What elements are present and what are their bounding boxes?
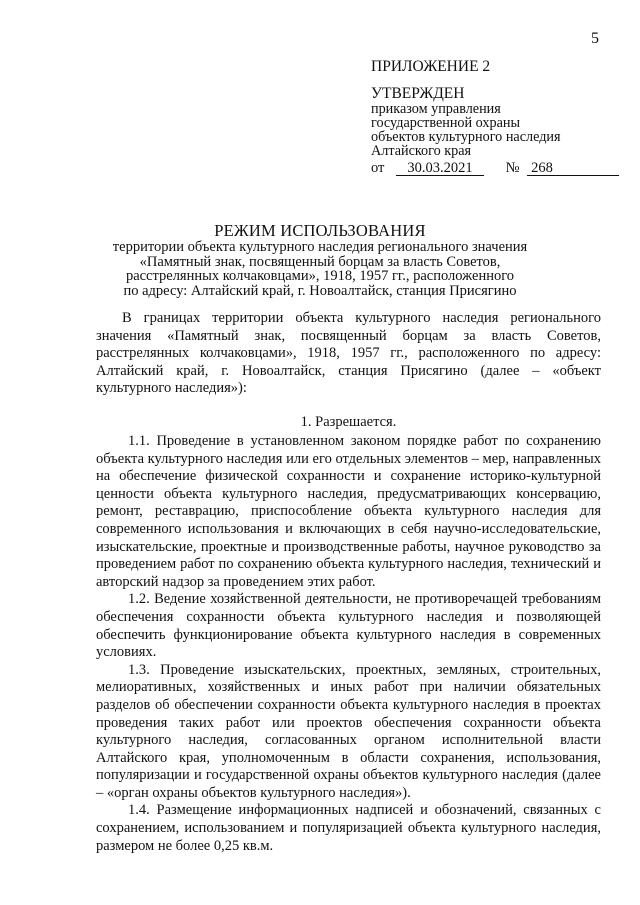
approval-block bbox=[371, 60, 611, 176]
number-sign: № bbox=[505, 160, 520, 176]
section-title: 1. Разрешается. bbox=[300, 414, 397, 430]
approval-line: государственной охраны bbox=[371, 115, 521, 131]
item-paragraph: 1.3. Проведение изыскательских, проектных, земляных, строительных, мелиоративных, хозяйственных и иных работ при наличии обязательных разделов об обеспечении сохранности объекта культурного наследия в проектах проведения таких работ или проектов обеспечения сохранности объекта культурного наследия, согласованных органом исполнительной власти Алтайского края, уполномоченным в области сохранения, использования, популяризации и государственной охраны объектов культурного наследия (далее – «орган охраны объектов культурного наследия»). bbox=[96, 661, 601, 801]
item-paragraph: 1.2. Ведение хозяйственной деятельности, не противоречащей требованиям обеспечения сохранности объекта культурного наследия и позволяющей обеспечить функционирование объекта культурного наследия в современных условиях. bbox=[96, 591, 601, 661]
heading-subtitle-line: «Памятный знак, посвященный борцам за власть Советов, bbox=[139, 253, 501, 270]
section-items bbox=[96, 433, 601, 855]
intro-paragraph: В границах территории объекта культурного наследия регионального значения «Памятный знак, посвященный борцам за власть Советов, расстрелянных колчаковцами», 1918, 1957 гг., расположенного по адресу: Алтайский край, г. Новоалтайск, станция Присягино (далее – «объект культурного наследия»): bbox=[96, 310, 601, 397]
item-paragraph: 1.1. Проведение в установленном законом порядке работ по сохранению объекта культурного наследия или его отдельных элементов – мер, направленных на обеспечение физической сохранности и сохранение историко-культурной ценности объекта культурного наследия, предусматривающих консервацию, ремонт, реставрацию, приспособление объекта культурного наследия для современного использования и включающих в себя научно-исследовательские, изыскательские, проектные и производственные работы, научное руководство за проведением работ по сохранению объекта культурного наследия, технический и авторский надзор за проведением этих работ. bbox=[96, 433, 601, 590]
document-heading bbox=[90, 222, 550, 298]
approval-line: Алтайского края bbox=[371, 143, 472, 159]
heading-subtitle-line: расстрелянных колчаковцами», 1918, 1957 гг., расположенного bbox=[125, 268, 515, 284]
item-paragraph: 1.4. Размещение информационных надписей и обозначений, связанных с сохранением, использованием и популяризацией объекта культурного наследия, размером не более 0,25 кв.м. bbox=[96, 802, 601, 854]
date-prefix: от bbox=[371, 160, 385, 176]
approval-line: приказом управления bbox=[371, 101, 501, 117]
approved-label: УТВЕРЖДЕН bbox=[371, 85, 465, 102]
page-number: 5 bbox=[591, 30, 599, 47]
approval-line: объектов культурного наследия bbox=[371, 129, 561, 145]
order-date-line bbox=[371, 161, 611, 176]
appendix-label: ПРИЛОЖЕНИЕ 2 bbox=[371, 58, 491, 75]
heading-subtitle-line: по адресу: Алтайский край, г. Новоалтайск, станция Присягино bbox=[123, 282, 517, 299]
document-title: РЕЖИМ ИСПОЛЬЗОВАНИЯ bbox=[214, 221, 426, 240]
heading-subtitle-line: территории объекта культурного наследия регионального значения bbox=[112, 239, 528, 255]
order-date: 30.03.2021 bbox=[396, 161, 484, 176]
order-number: 268 bbox=[527, 161, 619, 176]
